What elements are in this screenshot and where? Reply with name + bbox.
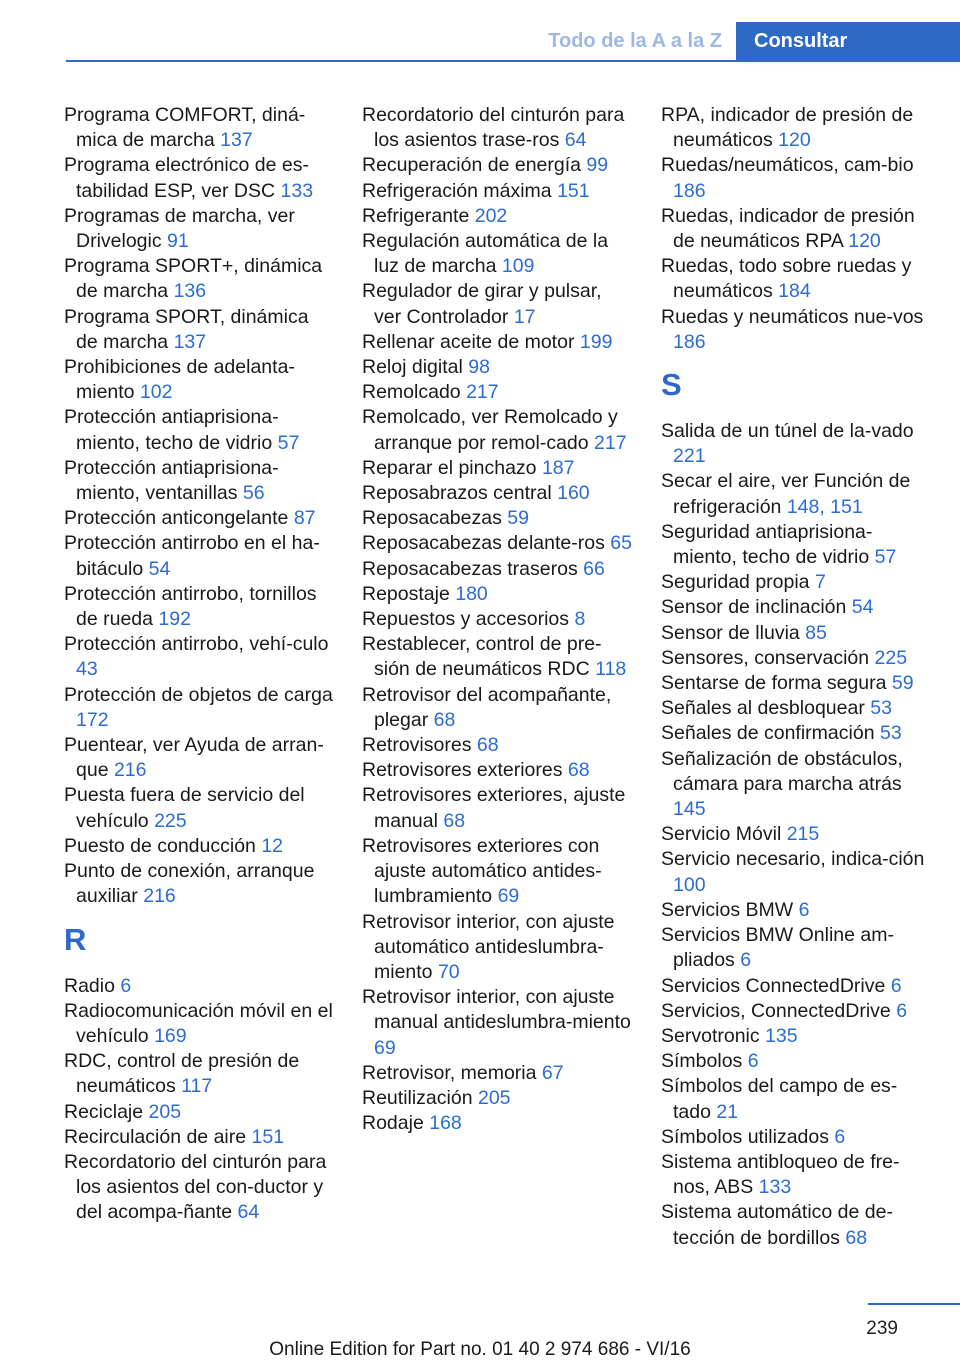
page-reference-link[interactable]: 8 [574, 608, 586, 631]
page-reference-link[interactable]: 199 [579, 330, 613, 353]
page-reference-link[interactable]: 43 [76, 658, 98, 681]
index-entry [362, 834, 632, 910]
index-entry [661, 974, 931, 999]
index-column-3 [661, 103, 931, 1251]
page-reference-link[interactable]: 136 [173, 280, 207, 303]
index-entry-text: RPA, indicador de presión de neumáticos [661, 104, 914, 152]
index-entry [661, 646, 931, 671]
index-entry [362, 1061, 632, 1086]
index-entry [362, 456, 632, 481]
page-reference-link[interactable]: 69 [497, 885, 520, 908]
index-entry-text: Retrovisor del acompañante, plegar [362, 683, 612, 731]
page-reference-link[interactable]: 100 [673, 873, 706, 896]
index-entry [64, 531, 334, 581]
index-entry-text: Sensores, conservación [661, 646, 875, 669]
index-entry-text: Reutilización [362, 1086, 478, 1109]
index-entry-text: Programa COMFORT, diná-mica de marcha [64, 104, 306, 152]
index-entry-text: Radiocomunicación móvil en el vehículo [64, 999, 333, 1047]
index-entry [64, 204, 334, 254]
page-reference-link[interactable]: 148, 151 [786, 495, 863, 518]
page-reference-link[interactable]: 56 [242, 482, 265, 505]
index-entry [64, 783, 334, 833]
index-entry [64, 355, 334, 405]
page-reference-link[interactable]: 133 [758, 1176, 792, 1199]
index-entry-text: Recordatorio del cinturón para los asientos trase-ros [362, 104, 625, 152]
index-entry [661, 305, 931, 355]
page-reference-link[interactable]: 99 [586, 154, 609, 177]
index-entry [362, 506, 632, 531]
index-entry-text: Recirculación de aire [64, 1125, 252, 1148]
page-reference-link[interactable]: 12 [261, 834, 284, 857]
index-entry-text: Refrigerante [362, 204, 475, 227]
index-entry [64, 456, 334, 506]
index-entry [64, 1100, 334, 1125]
index-entry-text: Programas de marcha, ver Drivelogic [64, 204, 295, 253]
index-entry [362, 910, 632, 986]
index-entry-text: Sensor de inclinación [661, 596, 852, 619]
index-entry [661, 847, 931, 897]
index-letter-heading: S [661, 367, 682, 403]
breadcrumb[interactable]: Todo de la A a la Z [548, 30, 722, 52]
index-entry-text: Programa electrónico de es-tabilidad ESP, ver DSC [64, 154, 309, 202]
index-entry [661, 419, 931, 469]
index-entry-text: Retrovisor interior, con ajuste automático antideslumbra-miento [362, 910, 615, 983]
index-entry [64, 305, 334, 355]
index-entry-text: Puesta fuera de servicio del vehículo [64, 784, 305, 832]
index-entry [362, 229, 632, 279]
index-entry-text: Radio [64, 974, 121, 997]
footer-rule [868, 1303, 960, 1305]
index-entry-text: Servotronic [661, 1024, 766, 1047]
page-reference-link[interactable]: 68 [433, 708, 456, 731]
index-entry-text: RDC, control de presión de neumáticos [64, 1050, 300, 1098]
index-entry-text: Retrovisor interior, con ajuste manual antideslumbra-miento [362, 986, 631, 1034]
page-reference-link[interactable]: 117 [181, 1075, 213, 1098]
index-entry [661, 822, 931, 847]
page-reference-link[interactable]: 168 [429, 1112, 462, 1135]
index-entry-text: Seguridad antiaprisiona-miento, techo de vidrio [661, 520, 875, 569]
page-reference-link[interactable]: 6 [896, 999, 908, 1022]
index-entry-text: Programa SPORT, dinámica de marcha [64, 305, 309, 353]
index-entry-text: Protección anticongelante [64, 507, 294, 530]
index-entry [64, 582, 334, 632]
page-reference-link[interactable]: 172 [76, 708, 109, 731]
index-entry-text: Prohibiciones de adelanta-miento [64, 356, 295, 404]
index-entry [362, 1111, 632, 1136]
index-entry [64, 506, 334, 531]
index-entry [362, 179, 632, 204]
index-entry-text: Reloj digital [362, 356, 469, 379]
index-entry-text: Repostaje [362, 582, 456, 605]
page-reference-link[interactable]: 225 [154, 809, 187, 832]
index-column-2 [362, 103, 632, 1136]
page-reference-link[interactable]: 217 [594, 431, 627, 454]
index-entry-text: Seguridad propia [661, 571, 815, 594]
index-entry-text: Símbolos [661, 1050, 748, 1073]
index-entry-text: Reposacabezas [362, 507, 508, 530]
page-reference-link[interactable]: 145 [673, 798, 706, 821]
index-entry-text: Sistema antibloqueo de fre-nos, ABS [661, 1150, 900, 1199]
page-reference-link[interactable]: 7 [814, 571, 826, 594]
index-entry-text: Ruedas y neumáticos nue-vos [661, 305, 924, 328]
index-column-1 [64, 103, 334, 1226]
page-reference-link[interactable]: 102 [139, 381, 173, 404]
index-entry-text: Repuestos y accesorios [362, 608, 575, 631]
page-reference-link[interactable]: 69 [374, 1036, 396, 1059]
header-rule [66, 60, 960, 62]
page-reference-link[interactable]: 151 [251, 1125, 285, 1148]
page-reference-link[interactable]: 160 [557, 482, 590, 505]
index-entry [661, 204, 931, 254]
page-reference-link[interactable]: 57 [277, 431, 300, 454]
page-reference-link[interactable]: 109 [501, 255, 535, 278]
index-entry-text: Ruedas/neumáticos, cam-bio [661, 154, 914, 177]
page-reference-link[interactable]: 151 [557, 179, 590, 202]
index-entry [661, 923, 931, 973]
index-entry [661, 671, 931, 696]
page-reference-link[interactable]: 6 [890, 974, 902, 997]
page-reference-link[interactable]: 64 [237, 1201, 260, 1224]
page-reference-link[interactable]: 70 [437, 960, 460, 983]
index-entry-text: Reciclaje [64, 1100, 149, 1123]
index-entry-text: Sistema automático de de-tección de bordillos [661, 1201, 893, 1249]
page-reference-link[interactable]: 137 [220, 129, 253, 152]
index-entry [64, 103, 334, 153]
index-entry [64, 834, 334, 859]
index-letter-heading: R [64, 921, 87, 957]
index-entry-text: Salida de un túnel de la-vado [661, 420, 914, 443]
page-reference-link[interactable]: 137 [173, 330, 207, 353]
page-reference-link[interactable]: 186 [673, 330, 706, 353]
index-entry-text: Señales de confirmación [661, 722, 880, 745]
index-entry-text: Regulación automática de la luz de marcha [362, 230, 609, 278]
index-entry-text: Retrovisores exteriores con ajuste automático antides-lumbramiento [362, 834, 602, 908]
index-entry [362, 985, 632, 1061]
index-entry [661, 999, 931, 1024]
index-entry [362, 279, 632, 329]
index-entry [64, 153, 334, 203]
index-entry-text: Sensor de lluvia [661, 621, 806, 644]
page-reference-link[interactable]: 54 [148, 557, 171, 580]
page-reference-link[interactable]: 192 [158, 608, 191, 631]
index-entry-text: Señales al desbloquear [661, 697, 871, 720]
index-entry [362, 330, 632, 355]
index-entry [661, 570, 931, 595]
page-reference-link[interactable]: 135 [765, 1024, 798, 1047]
index-entry-text: Servicios ConnectedDrive [661, 974, 891, 997]
index-entry-text: Rodaje [362, 1112, 430, 1135]
page-reference-link[interactable]: 53 [879, 722, 902, 745]
index-entry-text: Reposacabezas delante-ros [362, 532, 611, 555]
index-entry-text: Reposabrazos central [362, 482, 558, 505]
index-entry [661, 1125, 931, 1150]
page-reference-link[interactable]: 205 [148, 1100, 182, 1123]
index-entry [661, 898, 931, 923]
page-reference-link[interactable]: 133 [280, 179, 314, 202]
index-entry [362, 733, 632, 758]
index-entry-text: Retrovisores exteriores [362, 759, 568, 782]
index-entry-text: Reposacabezas traseros [362, 557, 584, 580]
page-reference-link[interactable]: 225 [874, 646, 908, 669]
index-entry-text: Ruedas, todo sobre ruedas y neumáticos [661, 255, 912, 303]
page-number: 239 [866, 1318, 898, 1339]
index-entry-text: Símbolos utilizados [661, 1125, 835, 1148]
index-entry [362, 153, 632, 178]
page-reference-link[interactable]: 85 [805, 621, 827, 644]
page-reference-link[interactable]: 68 [567, 759, 590, 782]
page-reference-link[interactable]: 66 [583, 557, 605, 580]
index-entry-text: Protección antirrobo, tornillos de rueda [64, 582, 317, 631]
index-entry [362, 758, 632, 783]
page-reference-link[interactable]: 68 [845, 1226, 868, 1249]
index-entry-text: Servicios BMW [661, 898, 799, 921]
page-reference-link[interactable]: 187 [541, 456, 575, 479]
index-entry [64, 733, 334, 783]
index-entry [362, 355, 632, 380]
index-entry [661, 747, 931, 823]
index-entry [362, 783, 632, 833]
page-reference-link[interactable]: 17 [513, 305, 536, 328]
index-entry [362, 557, 632, 582]
index-entry-text: Protección antiaprisiona-miento, techo de vidrio [64, 406, 279, 454]
index-entry [64, 405, 334, 455]
index-entry [362, 481, 632, 506]
page-reference-link[interactable]: 65 [610, 532, 632, 555]
footer-note: Online Edition for Part no. 01 40 2 974 686 - VI/16 [269, 1339, 691, 1360]
page-reference-link[interactable]: 221 [673, 445, 706, 468]
index-entry [362, 531, 632, 556]
index-entry-text: Remolcado [362, 381, 467, 404]
index-entry [64, 999, 334, 1049]
index-entry-text: Restablecer, control de pre-sión de neumáticos RDC [362, 633, 602, 681]
index-entry [661, 153, 931, 203]
page-reference-link[interactable]: 120 [848, 230, 881, 253]
index-entry-text: Servicio necesario, indica-ción [661, 848, 925, 871]
index-entry-text: Señalización de obstáculos, cámara para marcha atrás [661, 747, 903, 795]
page-reference-link[interactable]: 98 [468, 356, 490, 379]
index-entry-text: Servicios, ConnectedDrive [661, 999, 897, 1022]
page-reference-link[interactable]: 6 [798, 898, 810, 921]
page-reference-link[interactable]: 6 [747, 1050, 759, 1073]
index-entry [362, 204, 632, 229]
index-entry-text: Secar el aire, ver Función de refrigeración [661, 470, 911, 518]
index-entry [661, 1024, 931, 1049]
index-entry-text: Protección de objetos de carga [64, 683, 333, 706]
index-entry [362, 380, 632, 405]
page-reference-link[interactable]: 64 [564, 129, 587, 152]
page-reference-link[interactable]: 53 [870, 697, 892, 720]
index-entry [362, 1086, 632, 1111]
index-entry [661, 520, 931, 570]
index-entry [661, 595, 931, 620]
page-reference-link[interactable]: 202 [474, 204, 508, 227]
index-entry-text: Puesto de conducción [64, 834, 262, 857]
index-entry-text: Programa SPORT+, dinámica de marcha [64, 255, 323, 303]
index-entry [661, 1049, 931, 1074]
index-entry-text: Punto de conexión, arranque auxiliar [64, 860, 315, 908]
index-entry [64, 632, 334, 682]
index-entry [64, 1150, 334, 1226]
page-reference-link[interactable]: 118 [595, 658, 627, 681]
page-reference-link[interactable]: 68 [476, 734, 499, 757]
index-entry-text: Refrigeración máxima [362, 179, 558, 202]
index-entry [64, 859, 334, 909]
index-entry-text: Protección antirrobo en el ha-bitáculo [64, 532, 320, 580]
index-entry [362, 683, 632, 733]
index-entry [661, 254, 931, 304]
page-reference-link[interactable]: 216 [113, 759, 147, 782]
index-entry-text: Recuperación de energía [362, 154, 587, 177]
index-entry [661, 696, 931, 721]
index-entry [362, 607, 632, 632]
index-entry-text: Sentarse de forma segura [661, 672, 892, 695]
page-reference-link[interactable]: 59 [891, 672, 914, 695]
index-entry-text: Reparar el pinchazo [362, 456, 542, 479]
index-entry-text: Protección antiaprisiona-miento, ventanillas [64, 456, 279, 505]
page-reference-link[interactable]: 184 [778, 280, 811, 303]
index-entry [362, 582, 632, 607]
page-reference-link[interactable]: 91 [167, 230, 189, 253]
index-entry-text: Puentear, ver Ayuda de arran-que [64, 734, 324, 782]
index-entry [362, 632, 632, 682]
section-tab[interactable]: Consultar [736, 22, 960, 62]
index-entry [64, 254, 334, 304]
page-reference-link[interactable]: 169 [154, 1024, 187, 1047]
index-entry [64, 1049, 334, 1099]
page-reference-link[interactable]: 205 [477, 1086, 511, 1109]
index-entry-text: Símbolos del campo de es-tado [661, 1075, 898, 1123]
page-reference-link[interactable]: 215 [786, 823, 820, 846]
page-reference-link[interactable]: 21 [716, 1100, 739, 1123]
page-reference-link[interactable]: 54 [851, 596, 874, 619]
index-entry [661, 1200, 931, 1250]
index-entry [64, 974, 334, 999]
index-entry-text: Retrovisores [362, 734, 477, 757]
index-entry [661, 469, 931, 519]
index-entry-text: Servicio Móvil [661, 823, 787, 846]
page-header [66, 0, 960, 62]
index-entry [661, 103, 931, 153]
index-entry [661, 1150, 931, 1200]
index-entry-text: Protección antirrobo, vehí-culo [64, 633, 329, 656]
page-reference-link[interactable]: 6 [740, 949, 752, 972]
page-reference-link[interactable]: 6 [120, 974, 132, 997]
index-entry-text: Ruedas, indicador de presión de neumáticos RPA [661, 204, 915, 253]
index-entry [661, 1074, 931, 1124]
page-reference-link[interactable]: 216 [143, 885, 176, 908]
index-entry-text: Regulador de girar y pulsar, ver Controlador [362, 280, 602, 328]
index-entry [64, 1125, 334, 1150]
page-reference-link[interactable]: 120 [778, 129, 811, 152]
index-entry-text: Servicios BMW Online am-pliados [661, 924, 894, 972]
page-reference-link[interactable]: 57 [874, 546, 897, 569]
index-entry-text: Retrovisor, memoria [362, 1061, 542, 1084]
index-entry-text: Rellenar aceite de motor [362, 330, 580, 353]
page-reference-link[interactable]: 6 [834, 1125, 846, 1148]
page-reference-link[interactable]: 87 [293, 507, 316, 530]
index-entry [661, 721, 931, 746]
index-entry [661, 621, 931, 646]
index-entry-text: Recordatorio del cinturón para los asientos del con-ductor y del acompa-ñante [64, 1150, 327, 1224]
page-reference-link[interactable]: 59 [507, 507, 529, 530]
page-reference-link[interactable]: 180 [455, 582, 488, 605]
index-entry [64, 683, 334, 733]
page-reference-link[interactable]: 217 [466, 381, 499, 404]
page-reference-link[interactable]: 186 [673, 179, 706, 202]
index-entry-text: Retrovisores exteriores, ajuste manual [362, 784, 626, 832]
page-reference-link[interactable]: 67 [541, 1061, 564, 1084]
index-entry-text: Remolcado, ver Remolcado y arranque por remol-cado [362, 406, 618, 454]
page-reference-link[interactable]: 68 [443, 809, 466, 832]
index-entry [362, 103, 632, 153]
index-entry [362, 405, 632, 455]
